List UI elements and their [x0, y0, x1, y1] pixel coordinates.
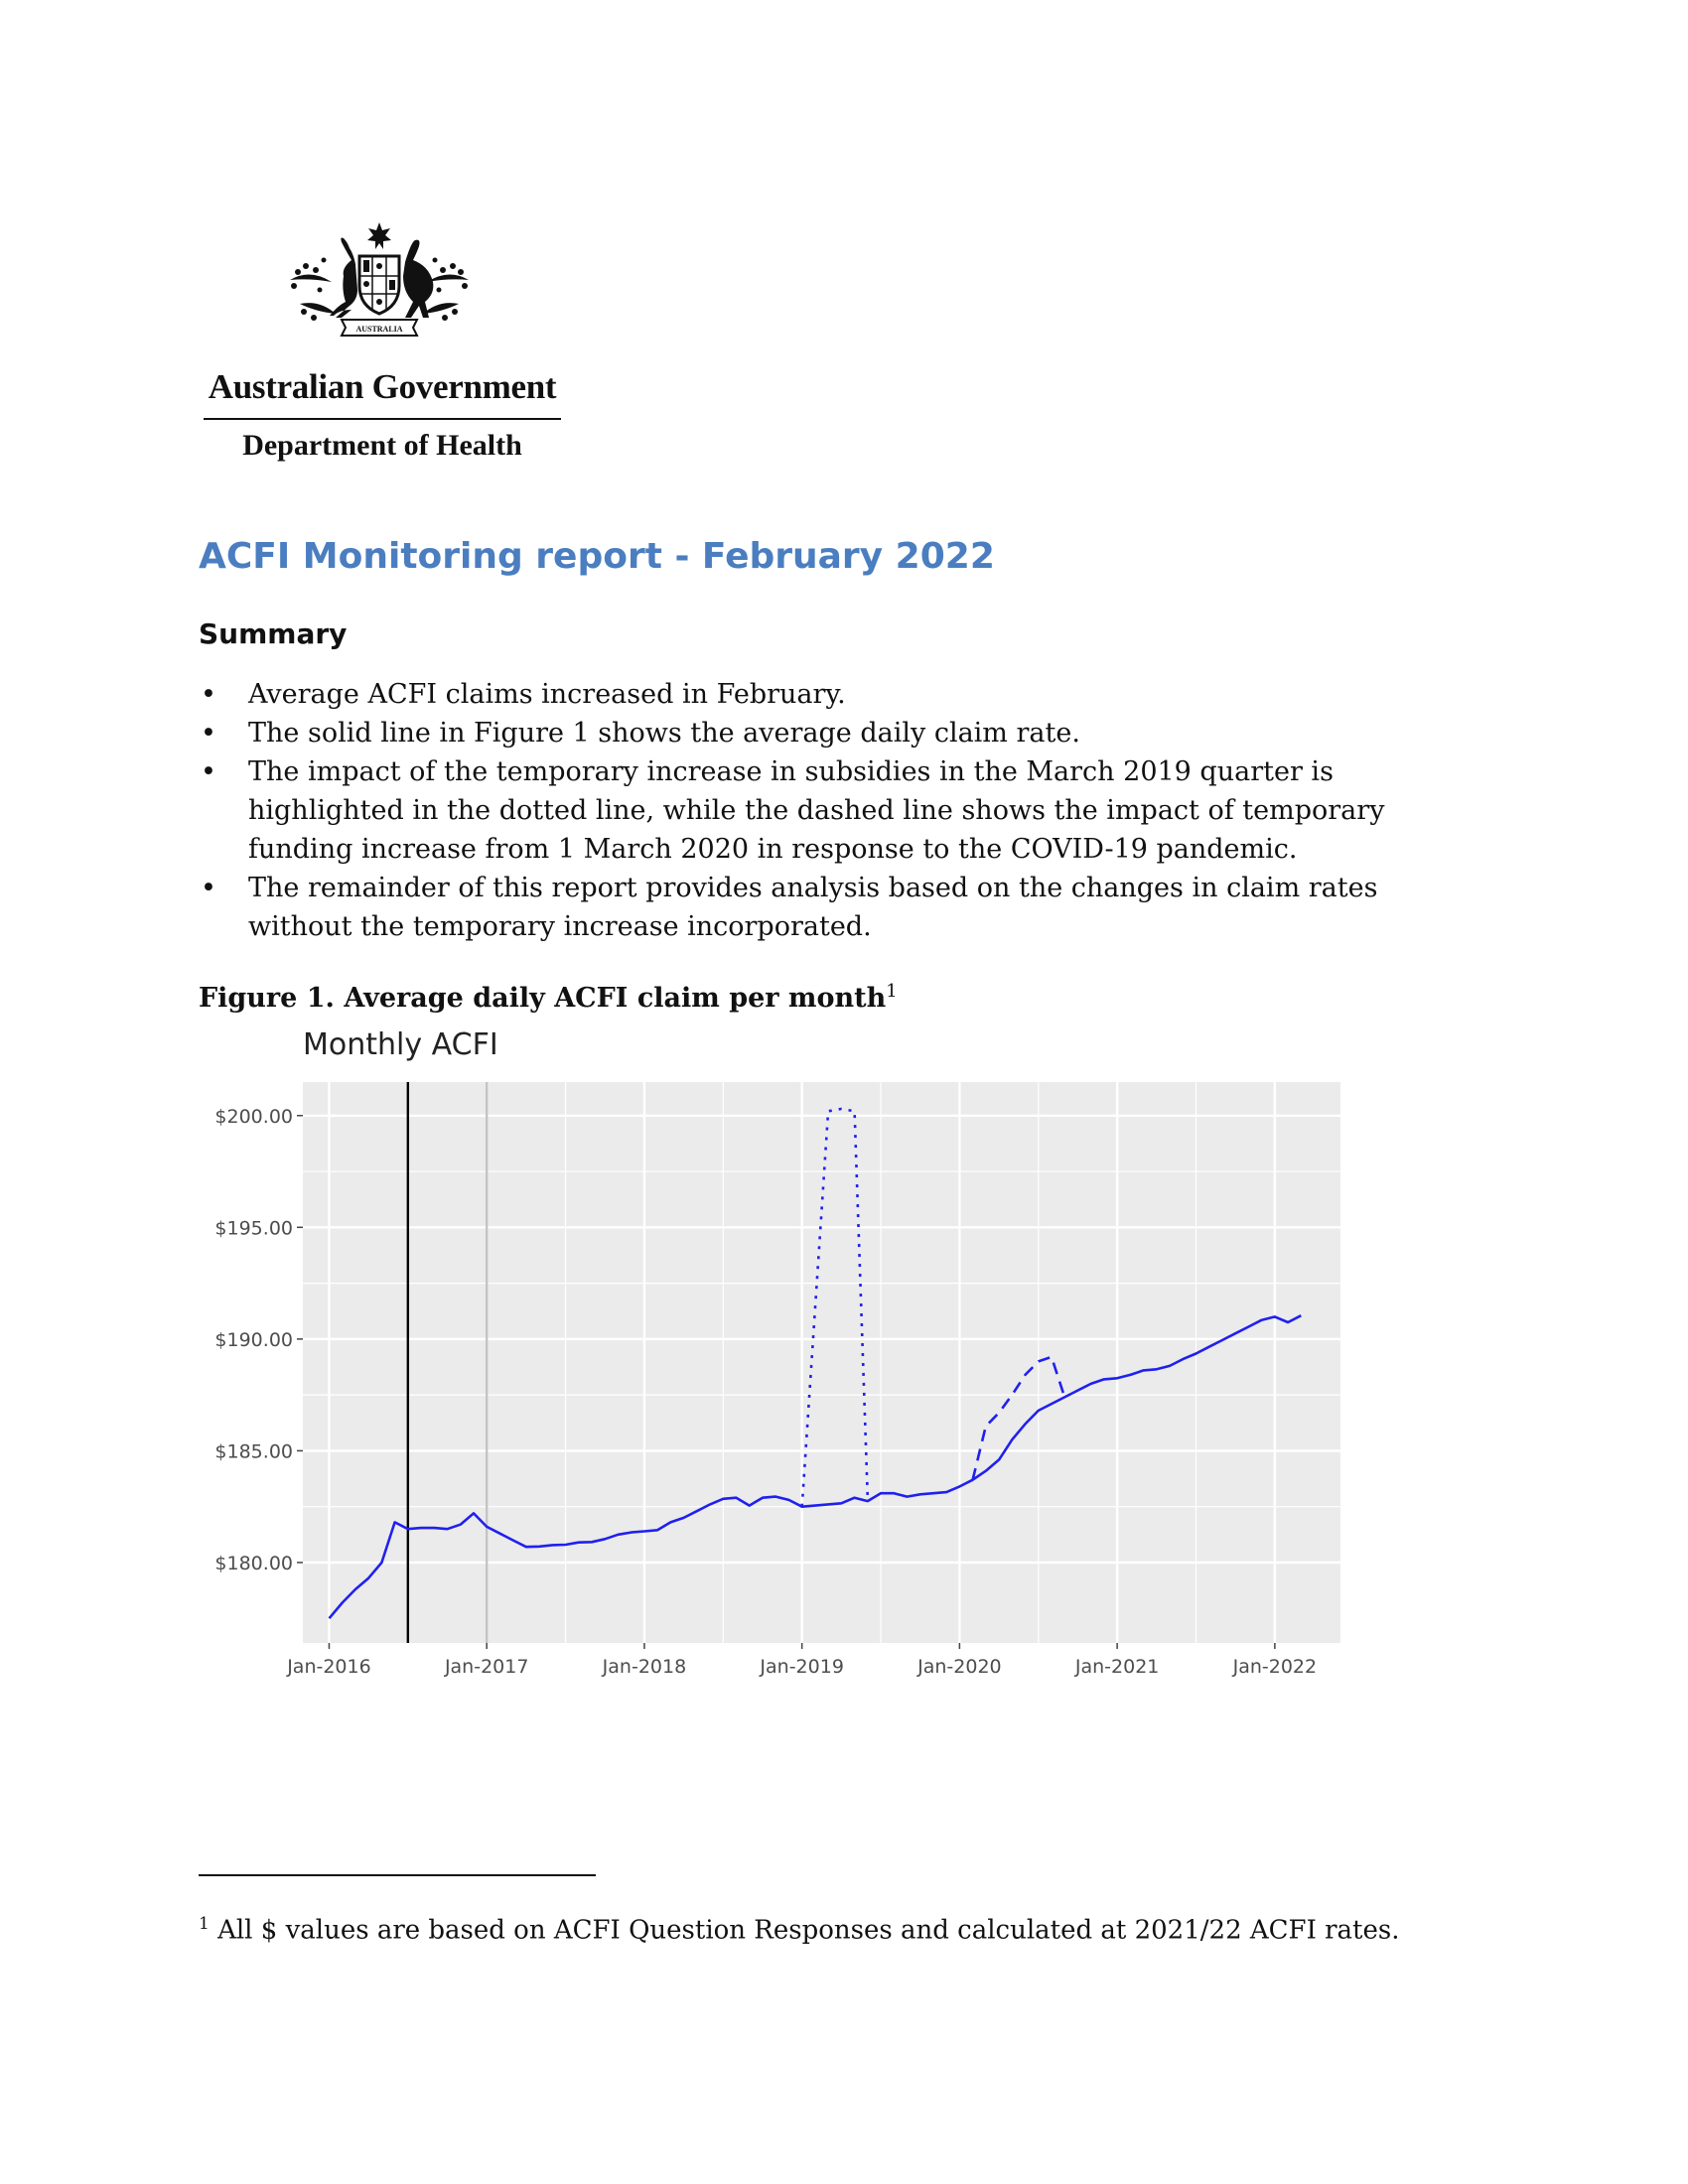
x-tick-label: Jan-2019 [760, 1656, 844, 1678]
bullet-icon: • [201, 679, 216, 710]
y-tick-label: $190.00 [214, 1328, 293, 1351]
x-tick-label: Jan-2016 [287, 1656, 371, 1678]
commonwealth-star-icon [367, 222, 391, 249]
coat-of-arms-logo [280, 220, 479, 359]
x-tick-label: Jan-2022 [1232, 1656, 1318, 1678]
list-item-text: Average ACFI claims increased in February. [248, 679, 846, 710]
footnote-marker: 1 [199, 1914, 210, 1934]
emu-icon [403, 240, 433, 318]
report-title: ACFI Monitoring report - February 2022 [199, 536, 995, 577]
list-item-text: The impact of the temporary increase in subsidies in the March 2019 quarter is highlighted in the dotted line, while the dashed line shows the impact of temporary funding increase from 1 March 2020 in response to the COVID-19 pandemic. [248, 756, 1385, 865]
department-name: Department of Health [242, 429, 522, 462]
organisation-name: Australian Government [208, 367, 557, 406]
bullet-icon: • [201, 873, 216, 903]
kangaroo-icon [330, 238, 357, 319]
x-tick-label: Jan-2021 [1074, 1656, 1160, 1678]
y-tick-label: $195.00 [214, 1217, 293, 1240]
y-tick-label: $200.00 [214, 1105, 293, 1128]
list-item-text: The remainder of this report provides analysis based on the changes in claim rates without the temporary increase incorporated. [248, 873, 1378, 942]
logo-divider [204, 418, 561, 420]
footnote-text: All $ values are based on ACFI Question Responses and calculated at 2021/22 ACFI rates. [217, 1915, 1400, 1946]
x-tick-label: Jan-2017 [444, 1656, 529, 1678]
figure-caption [199, 981, 898, 1014]
y-tick-label: $185.00 [214, 1440, 293, 1463]
list-item-text: The solid line in Figure 1 shows the average daily claim rate. [248, 718, 1080, 749]
list-item [199, 675, 1489, 714]
footnote-divider [199, 1874, 596, 1876]
monthly-acfi-chart [199, 1023, 1350, 1698]
list-item [199, 869, 1489, 946]
x-tick-label: Jan-2018 [602, 1656, 687, 1678]
footnote-ref: 1 [886, 981, 898, 1002]
x-tick-label: Jan-2020 [917, 1656, 1002, 1678]
list-item [199, 714, 1489, 752]
plot-panel [303, 1082, 1340, 1643]
list-item [199, 752, 1489, 869]
summary-heading: Summary [199, 617, 348, 650]
figure-caption-text: Figure 1. Average daily ACFI claim per month [199, 983, 887, 1014]
bullet-icon: • [201, 718, 216, 749]
y-tick-label: $180.00 [214, 1552, 293, 1574]
scroll-lettering: AUSTRALIA [355, 325, 403, 334]
footnote [199, 1914, 1400, 1946]
chart-title: Monthly ACFI [303, 1027, 498, 1062]
summary-list [199, 675, 1489, 946]
bullet-icon: • [201, 756, 216, 787]
